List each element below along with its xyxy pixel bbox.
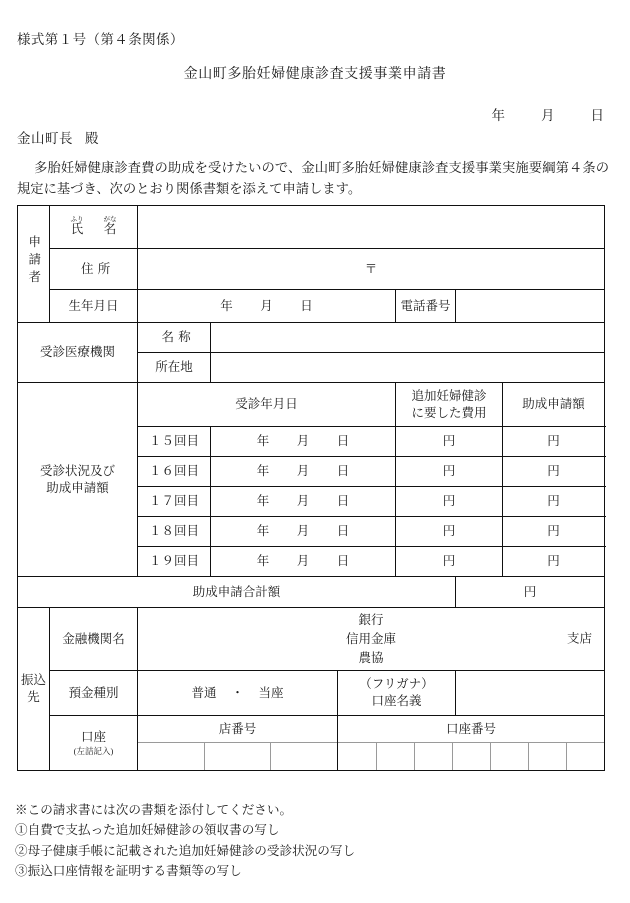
table-row-applicant-address [18, 249, 605, 290]
name-input-cell[interactable] [138, 206, 605, 249]
branch-number-digit-grid[interactable] [138, 742, 337, 770]
table-row-institution-name [18, 323, 605, 353]
exam-visit-label: １９回目 [138, 547, 211, 577]
exam-cost-input-cell[interactable]: 円 [396, 487, 503, 517]
addressee [17, 127, 99, 147]
table-row-exam-header [18, 383, 605, 427]
holder-furigana-label: （フリガナ） [359, 677, 434, 692]
account-digit-box[interactable] [414, 743, 452, 771]
application-table [17, 205, 605, 771]
table-row-total [18, 577, 605, 608]
bank-section-label: 振込先 [20, 673, 46, 705]
footer-note-item-2: ②母子健康手帳に記載された追加妊婦健診の受診状況の写し [15, 843, 356, 858]
footer-note-item-1: ①自費で支払った追加妊婦健診の領収書の写し [15, 823, 280, 838]
account-label-cell [50, 716, 138, 771]
exam-visit-label: １７回目 [138, 487, 211, 517]
institution-location-input-cell[interactable] [211, 353, 605, 383]
exam-cost-input-cell[interactable]: 円 [396, 517, 503, 547]
account-digit-box[interactable] [528, 743, 566, 771]
exam-date-input-cell[interactable]: 年 月 日 [211, 457, 396, 487]
table-row-bank-account [18, 716, 605, 771]
applicant-section-label: 申請者 [26, 235, 41, 288]
birthdate-label: 生年月日 [68, 298, 119, 313]
exam-cost-input-cell[interactable]: 円 [396, 547, 503, 577]
name-label-cell [50, 206, 138, 249]
deposit-type-label-cell: 預金種別 [50, 671, 138, 716]
branch-digit-box[interactable] [138, 743, 204, 771]
table-row-applicant-birth [18, 290, 605, 323]
account-note: (左詰記入) [73, 746, 114, 757]
institution-section-label-cell [18, 323, 138, 383]
footer-notes [15, 800, 355, 882]
phone-input-cell[interactable] [456, 290, 605, 323]
exam-section-label-cell [18, 383, 138, 577]
exam-year-label: 年 [256, 434, 270, 449]
branch-digit-box[interactable] [271, 743, 337, 771]
holder-name-label: 口座名義 [371, 694, 422, 709]
addressee-honorific: 殿 [85, 131, 99, 146]
exam-section-label-line1: 受診状況及び [39, 463, 115, 478]
postal-mark-icon: 〒 [364, 261, 378, 276]
total-label-cell: 助成申請合計額 [18, 577, 456, 608]
date-month-label: 月 [541, 108, 555, 123]
birthdate-input-cell[interactable] [138, 290, 396, 323]
birth-month-label: 月 [260, 298, 273, 313]
account-number-digit-grid[interactable] [338, 742, 604, 770]
institution-name-label: 名 称 [161, 330, 191, 345]
exam-cost-header-line1: 追加妊婦健診 [411, 388, 487, 403]
account-digit-box[interactable] [566, 743, 604, 771]
table-row-bank-name [18, 608, 605, 671]
account-digit-box[interactable] [376, 743, 414, 771]
bank-name-label-cell: 金融機関名 [50, 608, 138, 671]
exam-cost-input-cell[interactable]: 円 [396, 427, 503, 457]
bank-section-label-cell [18, 608, 50, 771]
exam-date-input-cell[interactable]: 年 月 日 [211, 517, 396, 547]
institution-name-input-cell[interactable] [211, 323, 605, 353]
birth-year-label: 年 [220, 298, 233, 313]
phone-label: 電話番号 [400, 298, 451, 313]
exam-date-input-cell[interactable]: 年 月 日 [211, 547, 396, 577]
holder-label-cell [338, 671, 456, 716]
name-label [71, 216, 117, 238]
institution-location-label-cell [138, 353, 211, 383]
form-number: 様式第１号（第４条関係） [17, 32, 184, 47]
exam-subsidy-input-cell[interactable]: 円 [503, 487, 605, 517]
exam-date-input-cell[interactable]: 年 月 日 [211, 487, 396, 517]
account-number-label: 口座番号 [446, 721, 497, 736]
exam-section-label-line2: 助成申請額 [46, 480, 109, 495]
exam-month-label: 月 [296, 434, 310, 449]
intro-text: 多胎妊婦健康診査費の助成を受けたいので、金山町多胎妊婦健康診査支援事業実施要綱第４条の規定に基づき、次のとおり関係書類を添えて申請します。 [17, 160, 609, 196]
bank-type-bank[interactable]: 銀行 [358, 613, 384, 627]
name-label-second: 名がな [103, 216, 117, 237]
table-row-applicant-name [18, 206, 605, 249]
birthdate-fields [220, 298, 313, 315]
table-row-bank-deposit [18, 671, 605, 716]
phone-label-cell [396, 290, 456, 323]
exam-day-label: 日 [336, 434, 350, 449]
account-number-cell [338, 716, 605, 771]
deposit-separator: ・ [231, 685, 244, 700]
account-label: 口座 [80, 729, 106, 744]
document-title: 金山町多胎妊婦健康診査支援事業申請書 [183, 67, 447, 82]
bank-type-options [346, 608, 396, 670]
exam-date-input-cell[interactable] [211, 427, 396, 457]
account-digit-box[interactable] [338, 743, 376, 771]
bank-name-input-cell[interactable] [138, 608, 605, 671]
deposit-option-futsu[interactable]: 普通 [191, 685, 217, 700]
date-year-label: 年 [491, 108, 505, 123]
addressee-name: 金山町長 [17, 131, 73, 146]
deposit-option-toza[interactable]: 当座 [258, 685, 284, 700]
intro-paragraph [17, 158, 609, 199]
deposit-type-options-cell[interactable] [138, 671, 338, 716]
birth-day-label: 日 [300, 298, 313, 313]
exam-subsidy-input-cell[interactable]: 円 [503, 547, 605, 577]
address-input-cell[interactable] [138, 249, 605, 290]
holder-name-input-cell[interactable] [456, 671, 605, 716]
exam-visit-label: １８回目 [138, 517, 211, 547]
address-label: 住 所 [80, 261, 111, 276]
footer-note-item-3: ③振込口座情報を証明する書類等の写し [15, 864, 242, 879]
bank-type-nokyo[interactable]: 農協 [358, 650, 384, 665]
exam-subsidy-input-cell[interactable]: 円 [503, 517, 605, 547]
exam-date-header: 受診年月日 [138, 383, 396, 427]
exam-subsidy-header: 助成申請額 [503, 383, 605, 427]
institution-section-label: 受診医療機関 [39, 345, 115, 360]
date-day-label: 日 [590, 108, 604, 123]
exam-cost-input-cell[interactable]: 円 [396, 457, 503, 487]
branch-number-cell [138, 716, 338, 771]
total-amount-cell[interactable]: 円 [456, 577, 605, 608]
institution-name-label-cell [138, 323, 211, 353]
exam-visit-label: １６回目 [138, 457, 211, 487]
exam-cost-header [396, 383, 503, 427]
branch-digit-box[interactable] [204, 743, 270, 771]
account-digit-box[interactable] [452, 743, 490, 771]
address-label-cell [50, 249, 138, 290]
birthdate-label-cell [50, 290, 138, 323]
branch-number-label: 店番号 [218, 721, 257, 736]
exam-subsidy-input-cell[interactable]: 円 [503, 457, 605, 487]
bank-type-shinkin[interactable]: 信用金庫 [346, 631, 397, 646]
institution-location-label: 所在地 [155, 360, 193, 375]
footer-note-heading: ※この請求書には次の書類を添付してください。 [15, 803, 293, 817]
branch-suffix-label: 支店 [567, 631, 593, 646]
exam-cost-header-line2: に要した費用 [411, 405, 487, 420]
submission-date-line [492, 104, 605, 124]
applicant-section-label-cell [18, 206, 50, 323]
exam-subsidy-input-cell[interactable]: 円 [503, 427, 605, 457]
exam-visit-label: １５回目 [138, 427, 211, 457]
account-digit-box[interactable] [490, 743, 528, 771]
name-label-first: 氏ふり [70, 216, 84, 237]
